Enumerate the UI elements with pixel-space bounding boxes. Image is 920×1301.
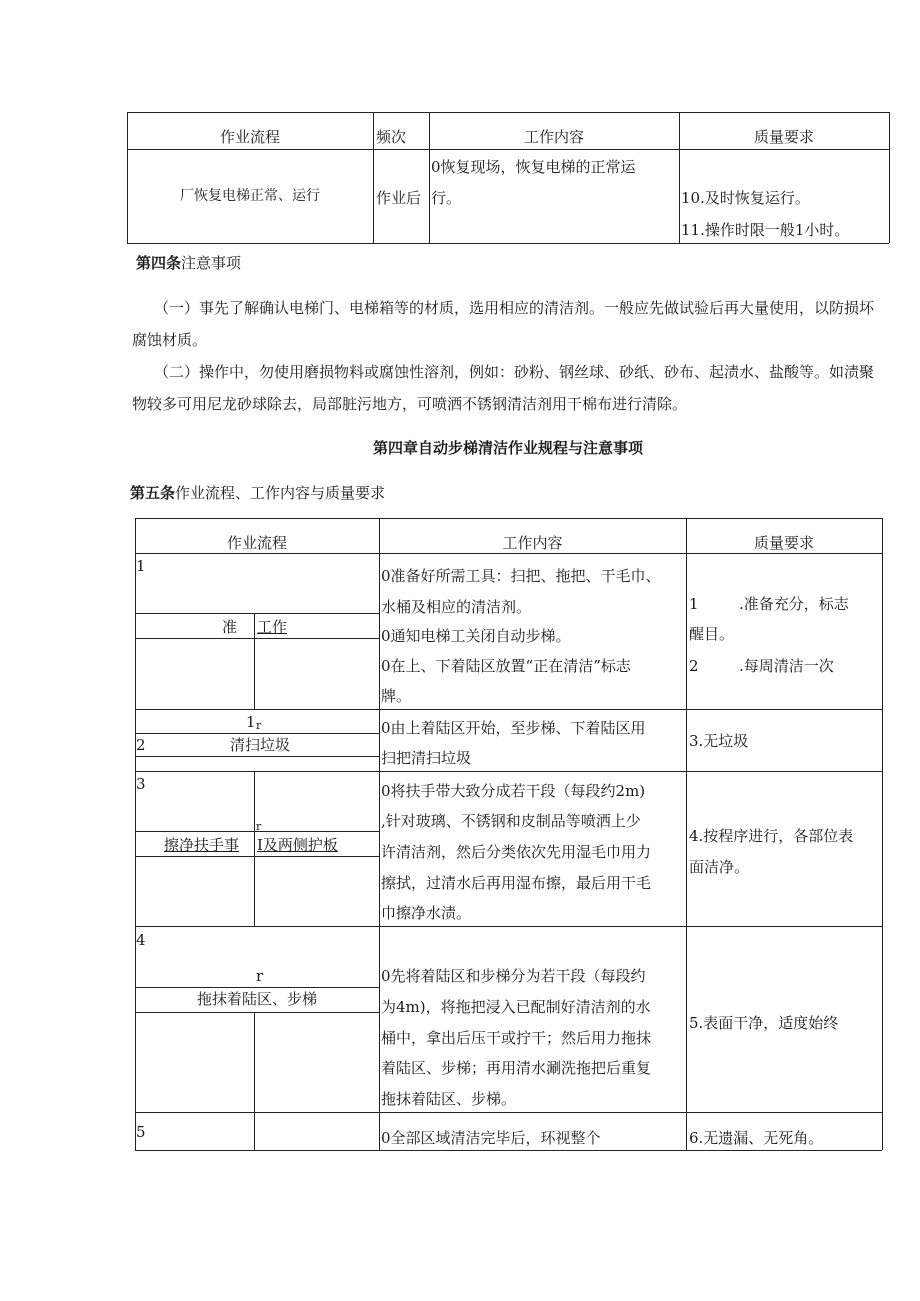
article4-item-2: （二）操作中，勿使用磨损物料或腐蚀性溶剂，例如：砂粉、钢丝球、砂纸、砂布、起渍水、盐酸等。如渍聚物较多可用尼龙砂球除去，局部脏污地方，可喷洒不锈钢清洁剂用干棉布进行清除。 xyxy=(132,363,875,413)
table2-row3-content-line: 擦拭，过清水后再用湿布擦，最后用干毛 xyxy=(381,874,652,892)
table2-row2-number: 2 xyxy=(136,736,146,754)
table2-row3-number: 3 xyxy=(136,775,146,793)
table1-quality-line: 10.及时恢复运行。 xyxy=(681,189,810,207)
table2-row1-number: 1 xyxy=(136,557,146,575)
table2-row1-quality-text: .每周清洁一次 xyxy=(739,657,834,675)
table2-row2-content-line: 0由上着陆区开始，至步梯、下着陆区用 xyxy=(381,719,646,737)
table1-header-flow: 作业流程 xyxy=(219,128,280,146)
table2-row4-flow: 拖抹着陆区、步梯 xyxy=(196,990,317,1008)
table2-row3-content-line: 0将扶手带大致分成若干段（每段约2m) xyxy=(381,782,646,800)
table2-row1-content-line: 水桶及相应的清洁剂。 xyxy=(381,598,532,616)
article5-heading xyxy=(130,483,385,503)
table2-row3-content-line: 许清洁剂，然后分类依次先用湿毛巾用力 xyxy=(381,843,652,861)
article5-label: 第五条 xyxy=(130,484,176,502)
table1-header-quality: 质量要求 xyxy=(753,128,814,146)
table2-row1-content-line: 0准备好所需工具：扫把、拖把、干毛巾、 xyxy=(381,567,661,585)
table2-row2-mark: r xyxy=(256,719,262,732)
table2-row4-mark: r xyxy=(256,967,264,985)
table2-header-quality: 质量要求 xyxy=(753,534,814,552)
table2-row4-content-line: 拖抹着陆区、步梯。 xyxy=(381,1090,517,1108)
table2-row4-content-line: 0先将着陆区和步梯分为若干段（每段约 xyxy=(381,967,646,985)
table2-row2-flow: 清扫垃圾 xyxy=(230,736,291,754)
table2-row5-quality: 6.无遗漏、无死角。 xyxy=(689,1129,824,1147)
chapter4-title: 第四章自动步梯清洁作业规程与注意事项 xyxy=(372,439,643,457)
article4-heading xyxy=(136,253,241,273)
table1-flow-cell: 厂恢复电梯正常、运行 xyxy=(180,188,320,204)
article4-item-1: （一）事先了解确认电梯门、电梯箱等的材质，选用相应的清洁剂。一般应先做试验后再大量使用，以防损坏腐蚀材质。 xyxy=(132,299,875,349)
table2-row1-flow-b: 工作 xyxy=(257,618,288,636)
table1-header-freq: 频次 xyxy=(376,128,407,146)
table2-row1-content-line: 0在上、下着陆区放置“正在清洁”标志 xyxy=(381,657,631,675)
table2-header-content: 工作内容 xyxy=(502,534,563,552)
table2-row1-quality-num: 2 xyxy=(689,657,699,675)
article4-label: 第四条 xyxy=(136,254,182,272)
table2-row4-content-line: 为4m)，将拖把浸入已配制好清洁剂的水 xyxy=(381,998,651,1016)
table2-row1-content-line: 0通知电梯工关闭自动步梯。 xyxy=(381,627,571,645)
table2-row1-quality-text: .准备充分，标志 xyxy=(739,595,849,613)
table2-row2-content-line: 扫把清扫垃圾 xyxy=(381,749,472,767)
table2-row1-quality-text: 醒目。 xyxy=(689,625,735,643)
table2-row3-flow-b: I及两侧护板 xyxy=(257,836,338,854)
table1-content-line: 行。 xyxy=(431,189,462,207)
table2-row2-mark: 1 xyxy=(246,713,256,731)
table2-row3-flow-a: 擦净扶手事 xyxy=(164,836,240,854)
table2-row5-content: 0全部区域清洁完毕后，环视整个 xyxy=(381,1129,601,1147)
table2-row2-quality: 3.无垃圾 xyxy=(689,732,749,750)
table1-freq-cell: 作业后 xyxy=(376,189,422,207)
table2-row4-quality: 5.表面干净，适度始终 xyxy=(689,1014,839,1032)
table2-row5-number: 5 xyxy=(136,1123,146,1141)
table1-quality-line: 11.操作时限一般1小时。 xyxy=(681,221,850,239)
table2-row1-flow-a: 准 xyxy=(222,618,238,636)
table2-row1-quality-num: 1 xyxy=(689,595,699,613)
table1-content-line: 0恢复现场，恢复电梯的正常运 xyxy=(431,158,636,176)
article4-title: 注意事项 xyxy=(181,254,242,272)
table2-row3-quality-line: 4.按程序进行，各部位表 xyxy=(689,827,854,845)
table1-header-content: 工作内容 xyxy=(523,128,584,146)
table2-row4-content-line: 着陆区、步梯；再用清水涮洗拖把后重复 xyxy=(381,1059,652,1077)
table2-row3-mark: r xyxy=(256,820,262,833)
table2-row3-content-line: 巾擦净水渍。 xyxy=(381,904,472,922)
table2-row1-content-line: 牌。 xyxy=(381,687,412,705)
article5-title: 作业流程、工作内容与质量要求 xyxy=(175,484,386,502)
table2-row4-content-line: 桶中，拿出后压干或拧干；然后用力拖抹 xyxy=(381,1029,652,1047)
table2-row3-quality-line: 面洁净。 xyxy=(689,858,750,876)
table2-header-flow: 作业流程 xyxy=(226,534,287,552)
table2-row3-content-line: ,针对玻璃、不锈钢和皮制品等喷洒上少 xyxy=(381,812,641,830)
table2-row4-number: 4 xyxy=(136,931,146,949)
